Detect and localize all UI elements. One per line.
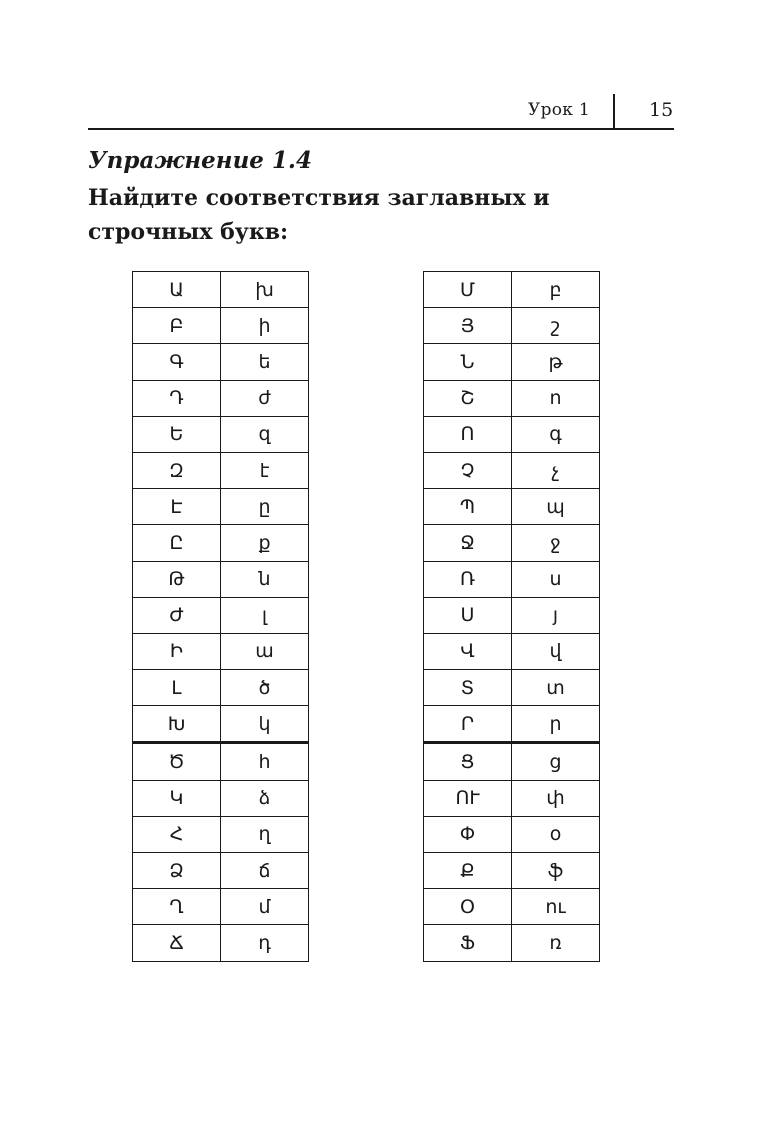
running-header: Урок 1 [528, 100, 591, 120]
uppercase-letter-cell: Ֆ [424, 925, 512, 961]
lowercase-letter-cell: ռ [512, 925, 600, 961]
letters-table-left [132, 271, 309, 962]
uppercase-letter-cell: Ս [424, 597, 512, 633]
uppercase-letter-cell: Օ [424, 889, 512, 925]
lowercase-letter-cell: զ [221, 416, 309, 452]
table-row [424, 380, 600, 416]
lowercase-letter-cell: լ [221, 597, 309, 633]
lowercase-letter-cell: ֆ [512, 853, 600, 889]
table-row [133, 670, 309, 706]
table-row [133, 780, 309, 816]
header-divider [613, 94, 615, 130]
table-row [133, 853, 309, 889]
lowercase-letter-cell: ե [221, 344, 309, 380]
table-row [133, 743, 309, 780]
header-rule [88, 128, 674, 130]
table-row [133, 344, 309, 380]
lowercase-letter-cell: ա [221, 633, 309, 669]
lowercase-letter-cell: յ [512, 597, 600, 633]
table-row [133, 889, 309, 925]
uppercase-letter-cell: Տ [424, 670, 512, 706]
uppercase-letter-cell: Ե [133, 416, 221, 452]
uppercase-letter-cell: Շ [424, 380, 512, 416]
table-row [133, 308, 309, 344]
uppercase-letter-cell: Լ [133, 670, 221, 706]
uppercase-letter-cell: Ա [133, 272, 221, 308]
table-row [133, 633, 309, 669]
table-row [133, 706, 309, 743]
uppercase-letter-cell: Չ [424, 452, 512, 488]
page-number: 15 [649, 99, 674, 121]
lowercase-letter-cell: օ [512, 816, 600, 852]
table-row [424, 780, 600, 816]
lowercase-letter-cell: ղ [221, 816, 309, 852]
lowercase-letter-cell: ճ [221, 853, 309, 889]
uppercase-letter-cell: Յ [424, 308, 512, 344]
exercise-instruction: Найдите соответствия заглавных и строчных букв: [88, 185, 550, 245]
table-row [424, 633, 600, 669]
uppercase-letter-cell: Ց [424, 743, 512, 780]
uppercase-letter-cell: Բ [133, 308, 221, 344]
lowercase-letter-cell: ո [512, 380, 600, 416]
table-row [424, 743, 600, 780]
table-row [424, 925, 600, 961]
lowercase-letter-cell: ս [512, 561, 600, 597]
lowercase-letter-cell: մ [221, 889, 309, 925]
table-row [424, 670, 600, 706]
uppercase-letter-cell: Ն [424, 344, 512, 380]
lowercase-letter-cell: ն [221, 561, 309, 597]
lowercase-letter-cell: է [221, 452, 309, 488]
table-row [133, 416, 309, 452]
table-row [133, 597, 309, 633]
lowercase-letter-cell: ու [512, 889, 600, 925]
letters-table-right [423, 271, 600, 962]
uppercase-letter-cell: Ո [424, 416, 512, 452]
uppercase-letter-cell: Ձ [133, 853, 221, 889]
lowercase-letter-cell: փ [512, 780, 600, 816]
table-row [424, 344, 600, 380]
uppercase-letter-cell: Ռ [424, 561, 512, 597]
uppercase-letter-cell: Ջ [424, 525, 512, 561]
uppercase-letter-cell: Հ [133, 816, 221, 852]
lowercase-letter-cell: շ [512, 308, 600, 344]
lowercase-letter-cell: թ [512, 344, 600, 380]
uppercase-letter-cell: Ը [133, 525, 221, 561]
uppercase-letter-cell: Թ [133, 561, 221, 597]
uppercase-letter-cell: Գ [133, 344, 221, 380]
lowercase-letter-cell: ժ [221, 380, 309, 416]
lowercase-letter-cell: ջ [512, 525, 600, 561]
table-row [424, 853, 600, 889]
uppercase-letter-cell: ՈՒ [424, 780, 512, 816]
uppercase-letter-cell: Ի [133, 633, 221, 669]
table-row [424, 561, 600, 597]
uppercase-letter-cell: Ղ [133, 889, 221, 925]
exercise-title: Упражнение 1.4 [88, 147, 312, 174]
uppercase-letter-cell: Փ [424, 816, 512, 852]
uppercase-letter-cell: Ք [424, 853, 512, 889]
table-row [424, 706, 600, 743]
table-row [424, 489, 600, 525]
lowercase-letter-cell: ի [221, 308, 309, 344]
table-row [133, 452, 309, 488]
table-row [133, 525, 309, 561]
table-row [424, 816, 600, 852]
table-row [424, 889, 600, 925]
table-row [133, 272, 309, 308]
uppercase-letter-cell: Ժ [133, 597, 221, 633]
table-row [424, 272, 600, 308]
table-row [133, 925, 309, 961]
lowercase-letter-cell: ձ [221, 780, 309, 816]
uppercase-letter-cell: Վ [424, 633, 512, 669]
table-row [133, 380, 309, 416]
lowercase-letter-cell: տ [512, 670, 600, 706]
lowercase-letter-cell: ծ [221, 670, 309, 706]
lowercase-letter-cell: չ [512, 452, 600, 488]
uppercase-letter-cell: Խ [133, 706, 221, 743]
uppercase-letter-cell: Պ [424, 489, 512, 525]
uppercase-letter-cell: Ծ [133, 743, 221, 780]
table-row [424, 597, 600, 633]
uppercase-letter-cell: Է [133, 489, 221, 525]
lowercase-letter-cell: ց [512, 743, 600, 780]
table-row [424, 416, 600, 452]
table-row [133, 561, 309, 597]
table-row [133, 489, 309, 525]
lowercase-letter-cell: վ [512, 633, 600, 669]
lowercase-letter-cell: կ [221, 706, 309, 743]
table-row [133, 816, 309, 852]
lowercase-letter-cell: դ [221, 925, 309, 961]
lowercase-letter-cell: ր [512, 706, 600, 743]
uppercase-letter-cell: Զ [133, 452, 221, 488]
uppercase-letter-cell: Կ [133, 780, 221, 816]
lowercase-letter-cell: բ [512, 272, 600, 308]
lowercase-letter-cell: ք [221, 525, 309, 561]
lowercase-letter-cell: ը [221, 489, 309, 525]
uppercase-letter-cell: Ճ [133, 925, 221, 961]
lowercase-letter-cell: խ [221, 272, 309, 308]
lowercase-letter-cell: պ [512, 489, 600, 525]
table-row [424, 452, 600, 488]
table-row [424, 308, 600, 344]
uppercase-letter-cell: Ր [424, 706, 512, 743]
lowercase-letter-cell: գ [512, 416, 600, 452]
lowercase-letter-cell: հ [221, 743, 309, 780]
table-row [424, 525, 600, 561]
uppercase-letter-cell: Դ [133, 380, 221, 416]
uppercase-letter-cell: Մ [424, 272, 512, 308]
